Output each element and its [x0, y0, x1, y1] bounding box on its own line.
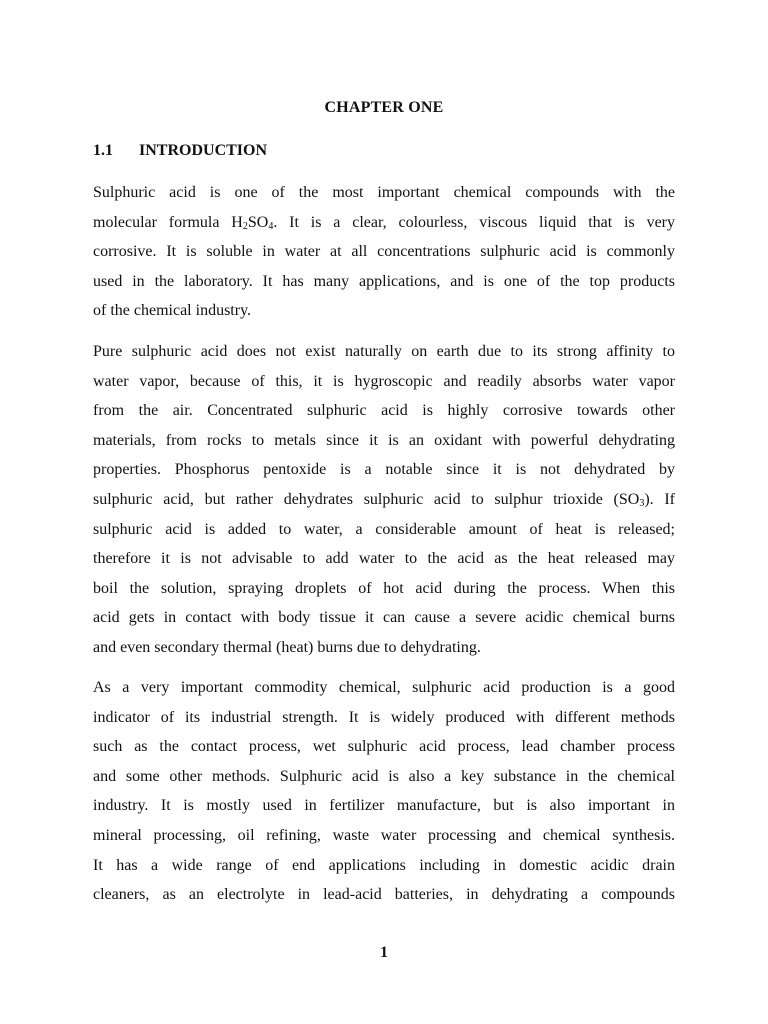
- paragraph-line: therefore it is not advisable to add water to the acid as the heat released may: [93, 550, 675, 568]
- paragraph-line: and even secondary thermal (heat) burns due to dehydrating.: [93, 638, 481, 656]
- paragraph-line-formula: sulphuric acid, but rather dehydrates sulphuric acid to sulphur trioxide $(SO_3)$. If: [93, 490, 676, 509]
- paragraph-line: such as the contact process, wet sulphuric acid process, lead chamber process: [93, 738, 675, 756]
- paragraph-line: indicator of its industrial strength. It is widely produced with different methods: [93, 708, 675, 726]
- paragraph-line-formula: molecular formula $H_2SO_4$. It is a clear, colourless, viscous liquid that is very: [93, 213, 675, 232]
- paragraph-line: acid gets in contact with body tissue it can cause a severe acidic chemical burns: [93, 609, 675, 627]
- paragraph-line: properties. Phosphorus pentoxide is a notable since it is not dehydrated by: [93, 461, 675, 479]
- paragraph-2: [93, 337, 675, 663]
- paragraph-line: boil the solution, spraying droplets of hot acid during the process. When this: [93, 579, 675, 597]
- section-title: INTRODUCTION: [139, 142, 268, 159]
- paragraph-line: Pure sulphuric acid does not exist naturally on earth due to its strong affinity to: [93, 343, 675, 360]
- paragraph-line: As a very important commodity chemical, sulphuric acid production is a good: [93, 679, 675, 696]
- paragraph-line: mineral processing, oil refining, waste water processing and chemical synthesis.: [93, 826, 675, 844]
- paragraph-line: sulphuric acid is added to water, a considerable amount of heat is released;: [93, 520, 675, 538]
- paragraph-line: industry. It is mostly used in fertilizer manufacture, but is also important in: [93, 797, 675, 815]
- paragraph-line: water vapor, because of this, it is hygroscopic and readily absorbs water vapor: [93, 372, 675, 390]
- paragraph-line: of the chemical industry.: [93, 302, 252, 320]
- paragraph-line: It has a wide range of end applications including in domestic acidic drain: [93, 856, 675, 874]
- paragraph-line: and some other methods. Sulphuric acid is also a key substance in the chemical: [93, 767, 675, 785]
- paragraph-1: [93, 178, 675, 326]
- chapter-title: CHAPTER ONE: [324, 99, 444, 116]
- page-number: 1: [380, 944, 388, 961]
- paragraph-line: used in the laboratory. It has many applications, and is one of the top products: [93, 272, 675, 290]
- paragraph-line: from the air. Concentrated sulphuric acid is highly corrosive towards other: [93, 402, 675, 420]
- section-heading: [93, 142, 267, 160]
- paragraph-line: cleaners, as an electrolyte in lead-acid batteries, in dehydrating a compounds: [93, 886, 675, 904]
- paragraph-line: materials, from rocks to metals since it is an oxidant with powerful dehydrating: [93, 431, 675, 449]
- section-number: 1.1: [93, 142, 113, 159]
- paragraph-line: corrosive. It is soluble in water at all concentrations sulphuric acid is commonly: [93, 243, 675, 261]
- paragraph-line: Sulphuric acid is one of the most important chemical compounds with the: [93, 184, 675, 201]
- paragraph-3: [93, 673, 675, 910]
